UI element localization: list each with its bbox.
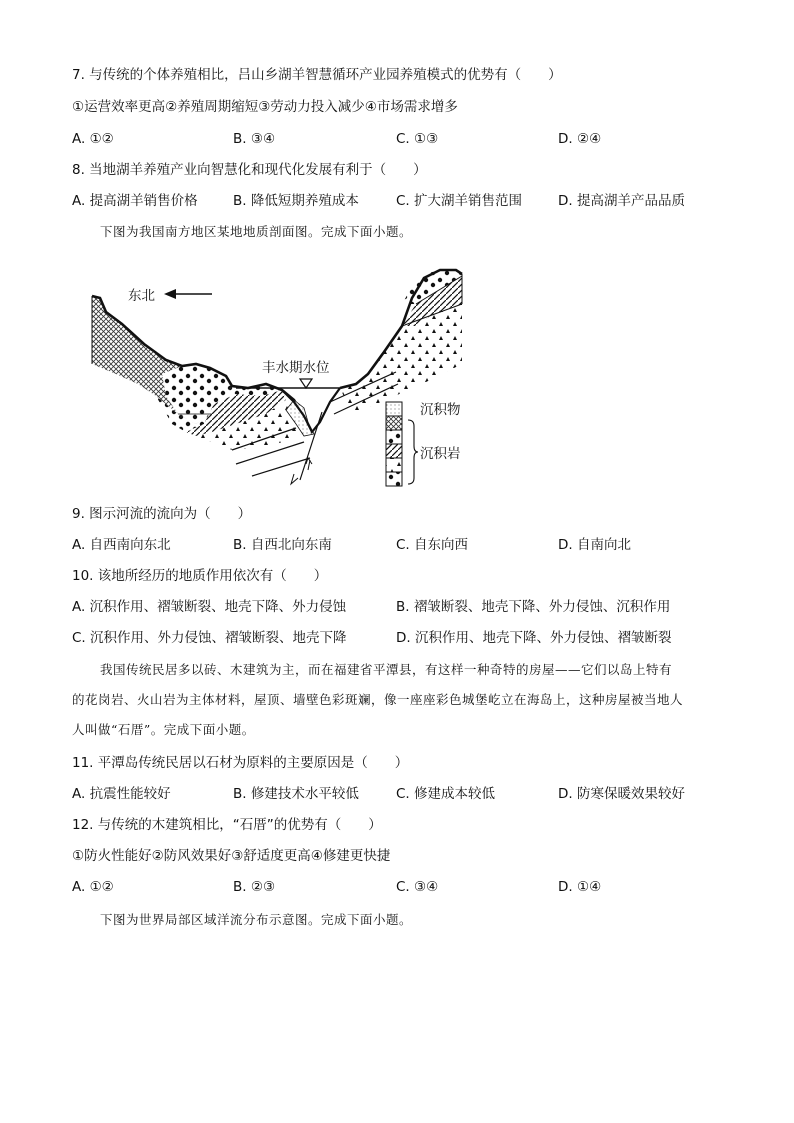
- stone-house-intro-line-2: 的花岗岩、火山岩为主体材料，屋顶、墙壁色彩斑斓，像一座座彩色城堡屹立在海岛上，这种房屋被当地人: [72, 692, 684, 707]
- stone-house-intro-line-3: 人叫做“石厝”。完成下面小题。: [72, 722, 255, 737]
- question-12-option-b[interactable]: B. ②③: [233, 879, 276, 895]
- question-7-option-c[interactable]: C. ①③: [396, 131, 439, 147]
- question-9-option-d[interactable]: D. 自南向北: [558, 537, 631, 553]
- legend-sedimentary-rock-label: 沉积岩: [420, 446, 461, 462]
- question-7-option-d[interactable]: D. ②④: [558, 131, 602, 147]
- question-7-items: ①运营效率更高②养殖周期缩短③劳动力投入减少④市场需求增多: [72, 99, 458, 115]
- question-8-stem: 8. 当地湖羊养殖产业向智慧化和现代化发展有利于（ ）: [72, 162, 427, 178]
- legend-sediment-label: 沉积物: [420, 402, 461, 418]
- question-9-option-b[interactable]: B. 自西北向东南: [233, 537, 332, 553]
- geology-intro: 下图为我国南方地区某地地质剖面图。完成下面小题。: [100, 224, 413, 239]
- question-12-option-c[interactable]: C. ③④: [396, 879, 439, 895]
- question-10-option-a[interactable]: A. 沉积作用、褶皱断裂、地壳下降、外力侵蚀: [72, 599, 347, 615]
- water-level-label: 丰水期水位: [262, 360, 330, 376]
- question-11-option-a[interactable]: A. 抗震性能较好: [72, 786, 171, 802]
- question-8-option-b[interactable]: B. 降低短期养殖成本: [233, 193, 359, 209]
- question-9-stem: 9. 图示河流的流向为（ ）: [72, 506, 252, 522]
- question-12-items: ①防火性能好②防风效果好③舒适度更高④修建更快捷: [72, 848, 391, 864]
- ocean-current-intro: 下图为世界局部区域洋流分布示意图。完成下面小题。: [100, 912, 413, 927]
- question-11-option-d[interactable]: D. 防寒保暖效果较好: [558, 786, 685, 802]
- question-12-option-a[interactable]: A. ①②: [72, 879, 114, 895]
- question-12-stem: 12. 与传统的木建筑相比，“石厝”的优势有（ ）: [72, 817, 382, 833]
- stone-house-intro-line-1: 我国传统民居多以砖、木建筑为主，而在福建省平潭县，有这样一种奇特的房屋——它们以岛上特有: [100, 662, 673, 677]
- question-10-stem: 10. 该地所经历的地质作用依次有（ ）: [72, 568, 328, 584]
- question-9-option-a[interactable]: A. 自西南向东北: [72, 537, 171, 553]
- question-11-option-c[interactable]: C. 修建成本较低: [396, 786, 496, 802]
- question-7-option-a[interactable]: A. ①②: [72, 131, 114, 147]
- question-7-option-b[interactable]: B. ③④: [233, 131, 276, 147]
- question-7-stem: 7. 与传统的个体养殖相比，吕山乡湖羊智慧循环产业园养殖模式的优势有（ ）: [72, 67, 562, 83]
- question-10-option-d[interactable]: D. 沉积作用、地壳下降、外力侵蚀、褶皱断裂: [396, 630, 672, 646]
- question-8-option-c[interactable]: C. 扩大湖羊销售范围: [396, 193, 523, 209]
- geological-profile-diagram: [86, 264, 486, 496]
- question-11-stem: 11. 平潭岛传统民居以石材为原料的主要原因是（ ）: [72, 755, 409, 771]
- question-12-option-d[interactable]: D. ①④: [558, 879, 602, 895]
- question-11-option-b[interactable]: B. 修建技术水平较低: [233, 786, 359, 802]
- question-8-option-d[interactable]: D. 提高湖羊产品品质: [558, 193, 685, 209]
- question-10-option-c[interactable]: C. 沉积作用、外力侵蚀、褶皱断裂、地壳下降: [72, 630, 347, 646]
- direction-label: 东北: [128, 288, 155, 304]
- question-8-option-a[interactable]: A. 提高湖羊销售价格: [72, 193, 198, 209]
- question-9-option-c[interactable]: C. 自东向西: [396, 537, 469, 553]
- question-10-option-b[interactable]: B. 褶皱断裂、地壳下降、外力侵蚀、沉积作用: [396, 599, 671, 615]
